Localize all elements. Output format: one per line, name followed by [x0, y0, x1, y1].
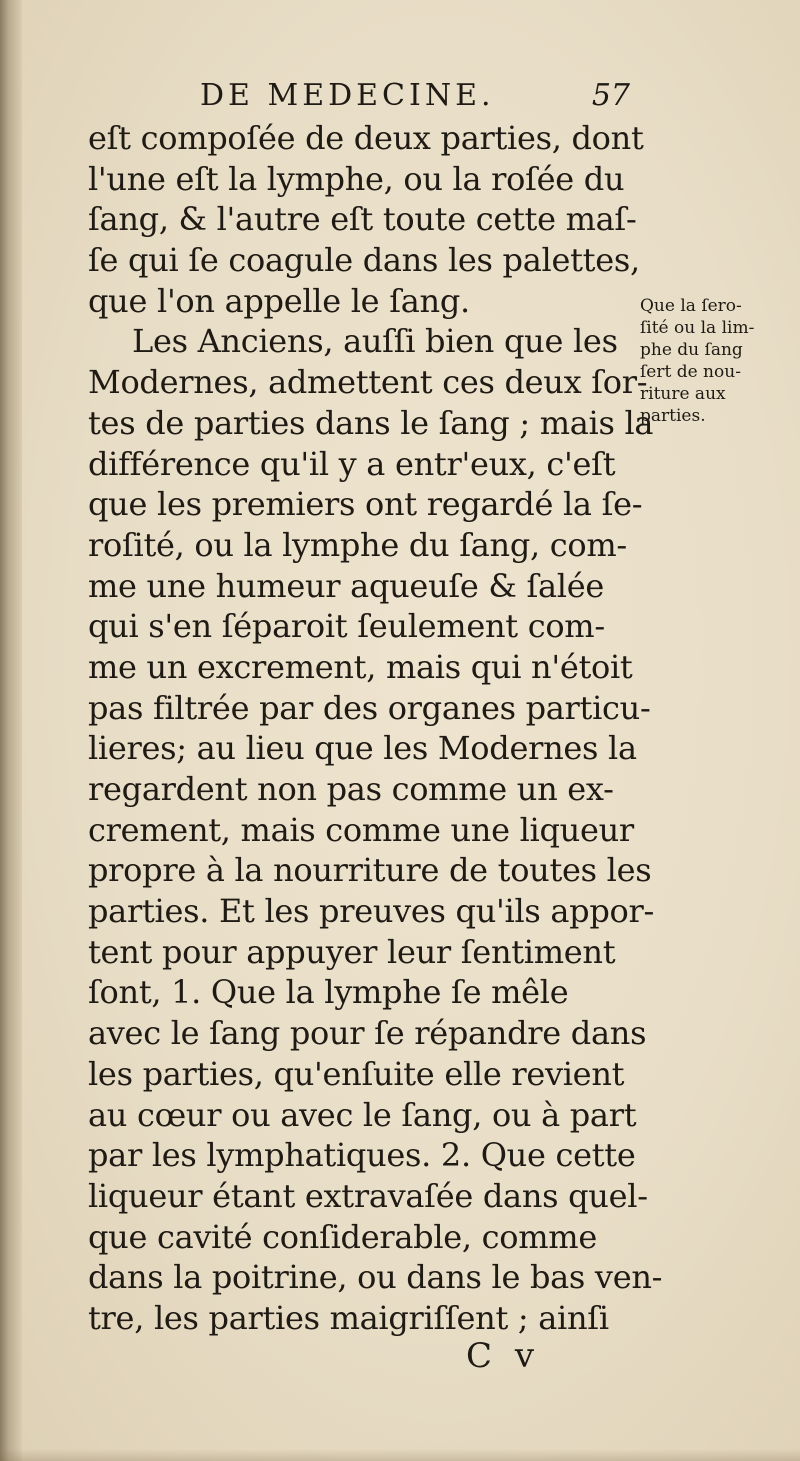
text-line: liqueur étant extravaſée dans quel-: [88, 1176, 648, 1215]
text-line: que les premiers ont regardé la ſe-: [88, 485, 643, 524]
text-line: que cavité conſiderable, comme: [88, 1217, 597, 1256]
text-line: pas filtrée par des organes particu-: [88, 688, 651, 727]
text-line: parties. Et les preuves qu'ils appor-: [88, 892, 655, 931]
text-line: eſt compoſée de deux parties, dont: [88, 119, 644, 157]
running-title: DE MEDECINE.: [200, 78, 495, 113]
marginal-note-line: phe du ſang: [640, 340, 743, 360]
body-text: [88, 118, 663, 1339]
text-line: tes de parties dans le ſang ; mais la: [88, 403, 654, 442]
text-line: ſont, 1. Que la lymphe ſe mêle: [88, 973, 569, 1012]
text-line: propre à la nourriture de toutes les: [88, 851, 652, 890]
marginal-note: [640, 295, 792, 427]
page-edge-shadow: [0, 1449, 800, 1461]
marginal-note-line: riture aux: [640, 384, 726, 404]
text-line: ſe qui ſe coagule dans les palettes,: [88, 241, 640, 280]
text-line: regardent non pas comme un ex-: [88, 770, 614, 808]
page-gutter-shadow: [0, 0, 22, 1461]
text-line: les parties, qu'enſuite elle revient: [88, 1054, 625, 1093]
marginal-note-line: parties.: [640, 406, 706, 426]
text-line: crement, mais comme une liqueur: [88, 810, 634, 849]
text-line: au cœur ou avec le ſang, ou à part: [88, 1095, 637, 1134]
text-line: me une humeur aqueuſe & ſalée: [88, 566, 605, 605]
text-line: me un excrement, mais qui n'étoit: [88, 647, 633, 686]
text-line: avec le ſang pour ſe répandre dans: [88, 1014, 647, 1053]
marginal-note-line: Que la ſero-: [640, 296, 742, 316]
marginal-note-line: ſité ou la lim-: [640, 318, 755, 338]
text-line: tre, les parties maigriſſent ; ainſi: [88, 1298, 609, 1337]
marginal-note-line: ſert de nou-: [640, 362, 741, 382]
text-line: Les Anciens, auſſi bien que les: [132, 322, 618, 361]
page-number: 57: [591, 78, 630, 113]
signature-mark: C v: [466, 1336, 541, 1376]
text-line: par les lymphatiques. 2. Que cette: [88, 1136, 636, 1175]
text-line: dans la poitrine, ou dans le bas ven-: [88, 1258, 663, 1297]
text-line: que l'on appelle le ſang.: [88, 281, 470, 320]
text-line: l'une eſt la lymphe, ou la roſée du: [88, 159, 625, 198]
text-line: Modernes, admettent ces deux ſor-: [88, 363, 648, 402]
text-line: qui s'en ſéparoit ſeulement com-: [88, 607, 605, 646]
running-head: [200, 78, 630, 118]
text-line: roſité, ou la lymphe du ſang, com-: [88, 525, 627, 564]
text-line: lieres; au lieu que les Modernes la: [88, 729, 637, 768]
text-line: ſang, & l'autre eſt toute cette maſ-: [88, 200, 637, 239]
text-line: tent pour appuyer leur ſentiment: [88, 932, 616, 971]
text-line: différence qu'il y a entr'eux, c'eſt: [88, 444, 616, 483]
